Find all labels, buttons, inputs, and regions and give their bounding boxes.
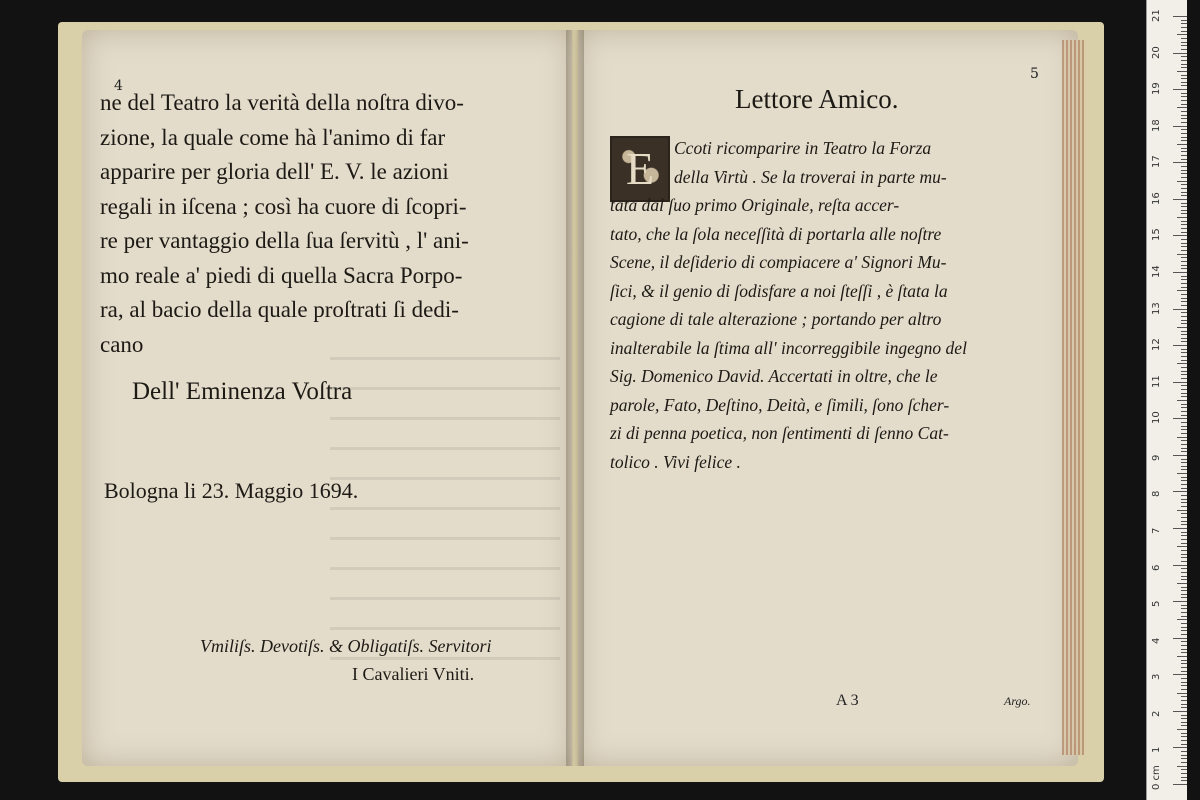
ruler-tick xyxy=(1181,148,1187,149)
ruler-tick xyxy=(1181,115,1187,116)
ruler-tick xyxy=(1181,521,1187,522)
ruler-tick xyxy=(1181,129,1187,130)
servants-line: Vmiliſs. Devotiſs. & Obligatiſs. Servitori xyxy=(200,636,492,656)
ruler-tick xyxy=(1181,82,1187,83)
text-line: ſici, & il genio di ſodisfare a noi ſteſſi , è ſtata la xyxy=(610,280,948,301)
ruler-tick xyxy=(1181,111,1187,112)
ruler-tick xyxy=(1177,729,1187,730)
text-line: ra, al bacio della quale proſtrati ſi dedi- xyxy=(100,297,459,322)
text-line: mo reale a' piedi di quella Sacra Porpo- xyxy=(100,262,463,288)
ruler-tick xyxy=(1181,506,1187,507)
ruler-tick xyxy=(1181,279,1187,280)
ruler-tick xyxy=(1173,565,1187,566)
ruler-tick xyxy=(1173,528,1187,529)
ruler-tick xyxy=(1181,495,1187,496)
ruler-tick xyxy=(1181,433,1187,434)
ruler-tick xyxy=(1173,601,1187,602)
ruler-tick xyxy=(1181,733,1187,734)
ruler-label: 6 xyxy=(1151,564,1162,571)
ruler-tick xyxy=(1181,466,1187,467)
ruler-tick xyxy=(1181,411,1187,412)
ruler-tick xyxy=(1181,634,1187,635)
ruler-tick xyxy=(1181,203,1187,204)
ruler-tick xyxy=(1181,462,1187,463)
ruler-tick xyxy=(1181,685,1187,686)
ruler-tick xyxy=(1181,426,1187,427)
ruler-tick xyxy=(1181,246,1187,247)
ruler-tick xyxy=(1181,75,1187,76)
text-line: Scene, il deſiderio di compiacere a' Signori Mu- xyxy=(610,252,947,272)
ruler-tick xyxy=(1173,382,1187,383)
ruler-tick xyxy=(1181,550,1187,551)
ruler-tick xyxy=(1181,612,1187,613)
text-line: Ccoti ricomparire in Teatro la Forza xyxy=(674,138,932,158)
ruler-tick xyxy=(1181,85,1187,86)
ruler-tick xyxy=(1181,605,1187,606)
ruler-tick xyxy=(1181,213,1187,214)
ruler-tick xyxy=(1181,663,1187,664)
ruler-tick xyxy=(1181,608,1187,609)
ruler-tick xyxy=(1181,440,1187,441)
ruler-tick xyxy=(1181,415,1187,416)
ruler-label: 18 xyxy=(1151,118,1162,132)
ruler-tick xyxy=(1181,239,1187,240)
text-line: ne del Teatro la verità della noſtra divo- xyxy=(100,90,464,115)
ruler-tick xyxy=(1181,780,1187,781)
ruler-tick xyxy=(1181,667,1187,668)
dateline: Bologna li 23. Maggio 1694. xyxy=(104,478,359,503)
ruler-tick xyxy=(1181,645,1187,646)
measuring-ruler xyxy=(1146,0,1187,800)
ruler-label: 10 xyxy=(1151,411,1162,425)
ruler-tick xyxy=(1181,725,1187,726)
text-line: della Virtù . Se la troverai in parte mu- xyxy=(674,166,947,187)
right-page-number: 5 xyxy=(1030,66,1039,82)
text-line: zi di penna poetica, non ſentimenti di ſenno Cat- xyxy=(610,423,949,443)
ruler-tick xyxy=(1181,393,1187,394)
ruler-tick xyxy=(1181,221,1187,222)
ruler-tick xyxy=(1181,744,1187,745)
ruler-tick xyxy=(1181,389,1187,390)
ruler-tick xyxy=(1181,67,1187,68)
ruler-tick xyxy=(1173,418,1187,419)
ruler-tick xyxy=(1181,320,1187,321)
ruler-tick xyxy=(1181,243,1187,244)
ruler-tick xyxy=(1181,407,1187,408)
ruler-tick xyxy=(1181,250,1187,251)
ruler-tick xyxy=(1181,700,1187,701)
text-line: tata dal ſuo primo Originale, reſta accer- xyxy=(610,195,900,215)
ruler-label: 3 xyxy=(1151,673,1162,681)
ruler-tick xyxy=(1181,283,1187,284)
ruler-tick xyxy=(1181,671,1187,672)
ruler-label: 8 xyxy=(1151,491,1162,498)
ruler-tick xyxy=(1181,151,1187,152)
ruler-tick xyxy=(1177,144,1187,145)
ruler-tick xyxy=(1181,305,1187,306)
ruler-tick xyxy=(1181,404,1187,405)
ruler-tick xyxy=(1177,217,1187,218)
signature-mark: A 3 xyxy=(836,692,859,709)
bleed-through-ink xyxy=(330,330,560,660)
catchword: Argo. xyxy=(1004,694,1031,708)
ruler-tick xyxy=(1181,177,1187,178)
ruler-tick xyxy=(1181,579,1187,580)
ruler-tick xyxy=(1173,53,1187,54)
ruler-tick xyxy=(1173,674,1187,675)
ruler-tick xyxy=(1181,31,1187,32)
ruler-label: 17 xyxy=(1151,155,1162,169)
ruler-tick xyxy=(1177,510,1187,511)
ruler-tick xyxy=(1181,184,1187,185)
ruler-tick xyxy=(1181,459,1187,460)
ruler-tick xyxy=(1181,696,1187,697)
ruler-tick xyxy=(1181,535,1187,536)
left-page-number: 4 xyxy=(114,78,123,94)
ruler-tick xyxy=(1181,451,1187,452)
ruler-tick xyxy=(1181,660,1187,661)
ruler-tick xyxy=(1177,656,1187,657)
ruler-tick xyxy=(1181,287,1187,288)
ruler-tick xyxy=(1181,480,1187,481)
ruler-tick xyxy=(1181,722,1187,723)
ruler-tick xyxy=(1181,616,1187,617)
ruler-tick xyxy=(1181,587,1187,588)
ruler-tick xyxy=(1177,693,1187,694)
ruler-tick xyxy=(1181,378,1187,379)
ruler-tick xyxy=(1181,294,1187,295)
text-line: parole, Fato, Deſtino, Deità, e ſimili, ſono ſcher- xyxy=(610,394,950,415)
ruler-tick xyxy=(1173,784,1187,785)
ruler-label: 15 xyxy=(1151,228,1162,242)
ruler-tick xyxy=(1181,517,1187,518)
ruler-tick xyxy=(1181,301,1187,302)
ruler-tick xyxy=(1177,400,1187,401)
ruler-tick xyxy=(1173,162,1187,163)
ruler-tick xyxy=(1181,312,1187,313)
ruler-tick xyxy=(1181,49,1187,50)
ruler-label: 11 xyxy=(1151,374,1162,388)
ruler-tick xyxy=(1181,422,1187,423)
ruler-tick xyxy=(1181,367,1187,368)
ruler-tick xyxy=(1181,331,1187,332)
ruler-label: 13 xyxy=(1151,301,1162,315)
ruler-tick xyxy=(1181,137,1187,138)
ruler-tick xyxy=(1181,641,1187,642)
ruler-tick xyxy=(1181,195,1187,196)
ruler-tick xyxy=(1181,751,1187,752)
ruler-tick xyxy=(1181,557,1187,558)
book-gutter xyxy=(566,30,584,766)
ruler-tick xyxy=(1181,104,1187,105)
ruler-tick xyxy=(1181,360,1187,361)
ruler-tick xyxy=(1181,228,1187,229)
ruler-tick xyxy=(1181,118,1187,119)
ruler-tick xyxy=(1181,298,1187,299)
text-line: cano xyxy=(100,331,144,357)
ruler-tick xyxy=(1177,290,1187,291)
ruler-tick xyxy=(1181,499,1187,500)
ruler-label: 1 xyxy=(1151,747,1162,754)
ruler-tick xyxy=(1181,502,1187,503)
ruler-tick xyxy=(1181,133,1187,134)
ruler-tick xyxy=(1181,652,1187,653)
text-line: cagione di tale alterazione ; portando per altro xyxy=(610,309,942,329)
ruler-tick xyxy=(1181,484,1187,485)
ruler-tick xyxy=(1181,561,1187,562)
ruler-tick xyxy=(1181,356,1187,357)
ruler-tick xyxy=(1181,100,1187,101)
ruler-tick xyxy=(1181,762,1187,763)
ruler-tick xyxy=(1181,590,1187,591)
ruler-tick xyxy=(1181,524,1187,525)
ruler-tick xyxy=(1181,777,1187,778)
ruler-tick xyxy=(1177,437,1187,438)
ruler-tick xyxy=(1181,261,1187,262)
ruler-tick xyxy=(1177,254,1187,255)
ruler-tick xyxy=(1181,715,1187,716)
ruler-tick xyxy=(1181,265,1187,266)
ruler-tick xyxy=(1181,316,1187,317)
ruler-tick xyxy=(1177,546,1187,547)
ruler-tick xyxy=(1173,747,1187,748)
ruler-tick xyxy=(1181,349,1187,350)
ruler-tick xyxy=(1181,224,1187,225)
ruler-tick xyxy=(1181,576,1187,577)
ruler-tick xyxy=(1177,34,1187,35)
ruler-tick xyxy=(1181,334,1187,335)
ruler-tick xyxy=(1181,122,1187,123)
text-line: tolico . Vivi felice . xyxy=(610,451,741,472)
ruler-tick xyxy=(1181,338,1187,339)
text-line: Sig. Domenico David. Accertati in oltre, che le xyxy=(610,366,938,386)
ruler-tick xyxy=(1181,429,1187,430)
ruler-tick xyxy=(1181,704,1187,705)
ruler-tick xyxy=(1181,568,1187,569)
ruler-label: 19 xyxy=(1151,82,1162,96)
ruler-tick xyxy=(1181,374,1187,375)
ruler-tick xyxy=(1181,78,1187,79)
ruler-tick xyxy=(1181,268,1187,269)
ruler-tick xyxy=(1177,181,1187,182)
ruler-tick xyxy=(1173,455,1187,456)
ruler-tick xyxy=(1181,543,1187,544)
ruler-tick xyxy=(1173,345,1187,346)
ruler-tick xyxy=(1173,235,1187,236)
ruler-tick xyxy=(1181,27,1187,28)
ruler-label: 12 xyxy=(1151,338,1162,352)
ruler-label: 0 cm xyxy=(1151,765,1162,790)
ruler-tick xyxy=(1173,16,1187,17)
ruler-tick xyxy=(1177,71,1187,72)
ruler-tick xyxy=(1181,736,1187,737)
ruler-tick xyxy=(1173,491,1187,492)
ruler-tick xyxy=(1181,488,1187,489)
ruler-tick xyxy=(1181,385,1187,386)
ruler-tick xyxy=(1181,93,1187,94)
ruler-tick xyxy=(1181,276,1187,277)
ruler-tick xyxy=(1181,159,1187,160)
text-line: regali in iſcena ; così ha cuore di ſcopri- xyxy=(100,193,467,219)
ruler-tick xyxy=(1173,272,1187,273)
ruler-tick xyxy=(1181,38,1187,39)
ruler-tick xyxy=(1181,758,1187,759)
ruler-tick xyxy=(1177,107,1187,108)
ruler-tick xyxy=(1181,532,1187,533)
text-line: apparire per gloria dell' E. V. le azioni xyxy=(100,159,449,184)
ruler-tick xyxy=(1181,539,1187,540)
ruler-tick xyxy=(1181,155,1187,156)
ruler-tick xyxy=(1177,619,1187,620)
ruler-label: 2 xyxy=(1151,710,1162,717)
ruler-tick xyxy=(1173,199,1187,200)
ruler-tick xyxy=(1181,594,1187,595)
ruler-tick xyxy=(1181,773,1187,774)
page-edges xyxy=(1062,40,1084,755)
ruler-tick xyxy=(1181,396,1187,397)
left-page-text xyxy=(100,86,550,362)
ruler-tick xyxy=(1181,60,1187,61)
ruler-tick xyxy=(1177,327,1187,328)
ruler-tick xyxy=(1181,678,1187,679)
ruler-tick xyxy=(1173,638,1187,639)
page-heading: Lettore Amico. xyxy=(735,84,899,114)
ruler-tick xyxy=(1181,755,1187,756)
ruler-tick xyxy=(1181,513,1187,514)
ruler-tick xyxy=(1181,210,1187,211)
ruler-label: 16 xyxy=(1151,192,1162,205)
ruler-tick xyxy=(1181,597,1187,598)
ruler-tick xyxy=(1181,23,1187,24)
ruler-tick xyxy=(1181,173,1187,174)
ruler-tick xyxy=(1181,477,1187,478)
ruler-tick xyxy=(1181,707,1187,708)
ruler-tick xyxy=(1177,583,1187,584)
ruler-tick xyxy=(1181,170,1187,171)
ruler-tick xyxy=(1181,96,1187,97)
ruler-tick xyxy=(1181,341,1187,342)
ruler-tick xyxy=(1177,363,1187,364)
ruler-tick xyxy=(1181,45,1187,46)
ruler-tick xyxy=(1181,627,1187,628)
ruler-tick xyxy=(1173,126,1187,127)
ruler-label: 20 xyxy=(1151,45,1162,59)
signoff: Dell' Eminenza Voſtra xyxy=(132,378,353,405)
ruler-tick xyxy=(1181,192,1187,193)
ruler-tick xyxy=(1181,188,1187,189)
ruler-tick xyxy=(1181,649,1187,650)
ruler-tick xyxy=(1181,623,1187,624)
ruler-tick xyxy=(1181,56,1187,57)
ruler-label: 14 xyxy=(1151,265,1162,278)
ruler-tick xyxy=(1181,371,1187,372)
ruler-tick xyxy=(1181,64,1187,65)
ruler-tick xyxy=(1181,42,1187,43)
text-line: inalterabile la ſtima all' incorreggibile ingegno del xyxy=(610,337,967,358)
text-line: re per vantaggio della ſua ſervitù , l' ani- xyxy=(100,228,469,253)
ruler-tick xyxy=(1181,689,1187,690)
ruler-tick xyxy=(1173,89,1187,90)
signatories: I Cavalieri Vniti. xyxy=(352,664,475,684)
ruler-label: 21 xyxy=(1151,9,1162,22)
ruler-tick xyxy=(1181,257,1187,258)
ruler-label: 5 xyxy=(1151,600,1162,608)
ruler-tick xyxy=(1181,740,1187,741)
ruler-tick xyxy=(1181,682,1187,683)
ruler-tick xyxy=(1173,711,1187,712)
right-page-text xyxy=(610,134,1060,476)
ruler-tick xyxy=(1181,630,1187,631)
ruler-tick xyxy=(1181,20,1187,21)
ruler-tick xyxy=(1181,140,1187,141)
ruler-tick xyxy=(1181,769,1187,770)
ruler-tick xyxy=(1173,309,1187,310)
ruler-tick xyxy=(1181,352,1187,353)
ruler-label: 4 xyxy=(1151,637,1162,644)
ruler-tick xyxy=(1181,554,1187,555)
ruler-tick xyxy=(1181,448,1187,449)
text-line: tato, che la ſola neceſſità di portarla alle noſtre xyxy=(610,223,942,244)
ruler-label: 9 xyxy=(1151,454,1162,461)
ruler-tick xyxy=(1181,323,1187,324)
drop-cap-initial: E xyxy=(610,136,670,202)
ruler-tick xyxy=(1181,572,1187,573)
ruler-tick xyxy=(1177,473,1187,474)
ruler-tick xyxy=(1181,718,1187,719)
ruler-tick xyxy=(1181,166,1187,167)
ruler-label: 7 xyxy=(1151,527,1162,534)
ruler-tick xyxy=(1181,232,1187,233)
ruler-tick xyxy=(1181,206,1187,207)
ruler-tick xyxy=(1177,766,1187,767)
ruler-tick xyxy=(1181,444,1187,445)
ruler-tick xyxy=(1181,469,1187,470)
text-line: zione, la quale come hà l'animo di far xyxy=(100,124,446,150)
